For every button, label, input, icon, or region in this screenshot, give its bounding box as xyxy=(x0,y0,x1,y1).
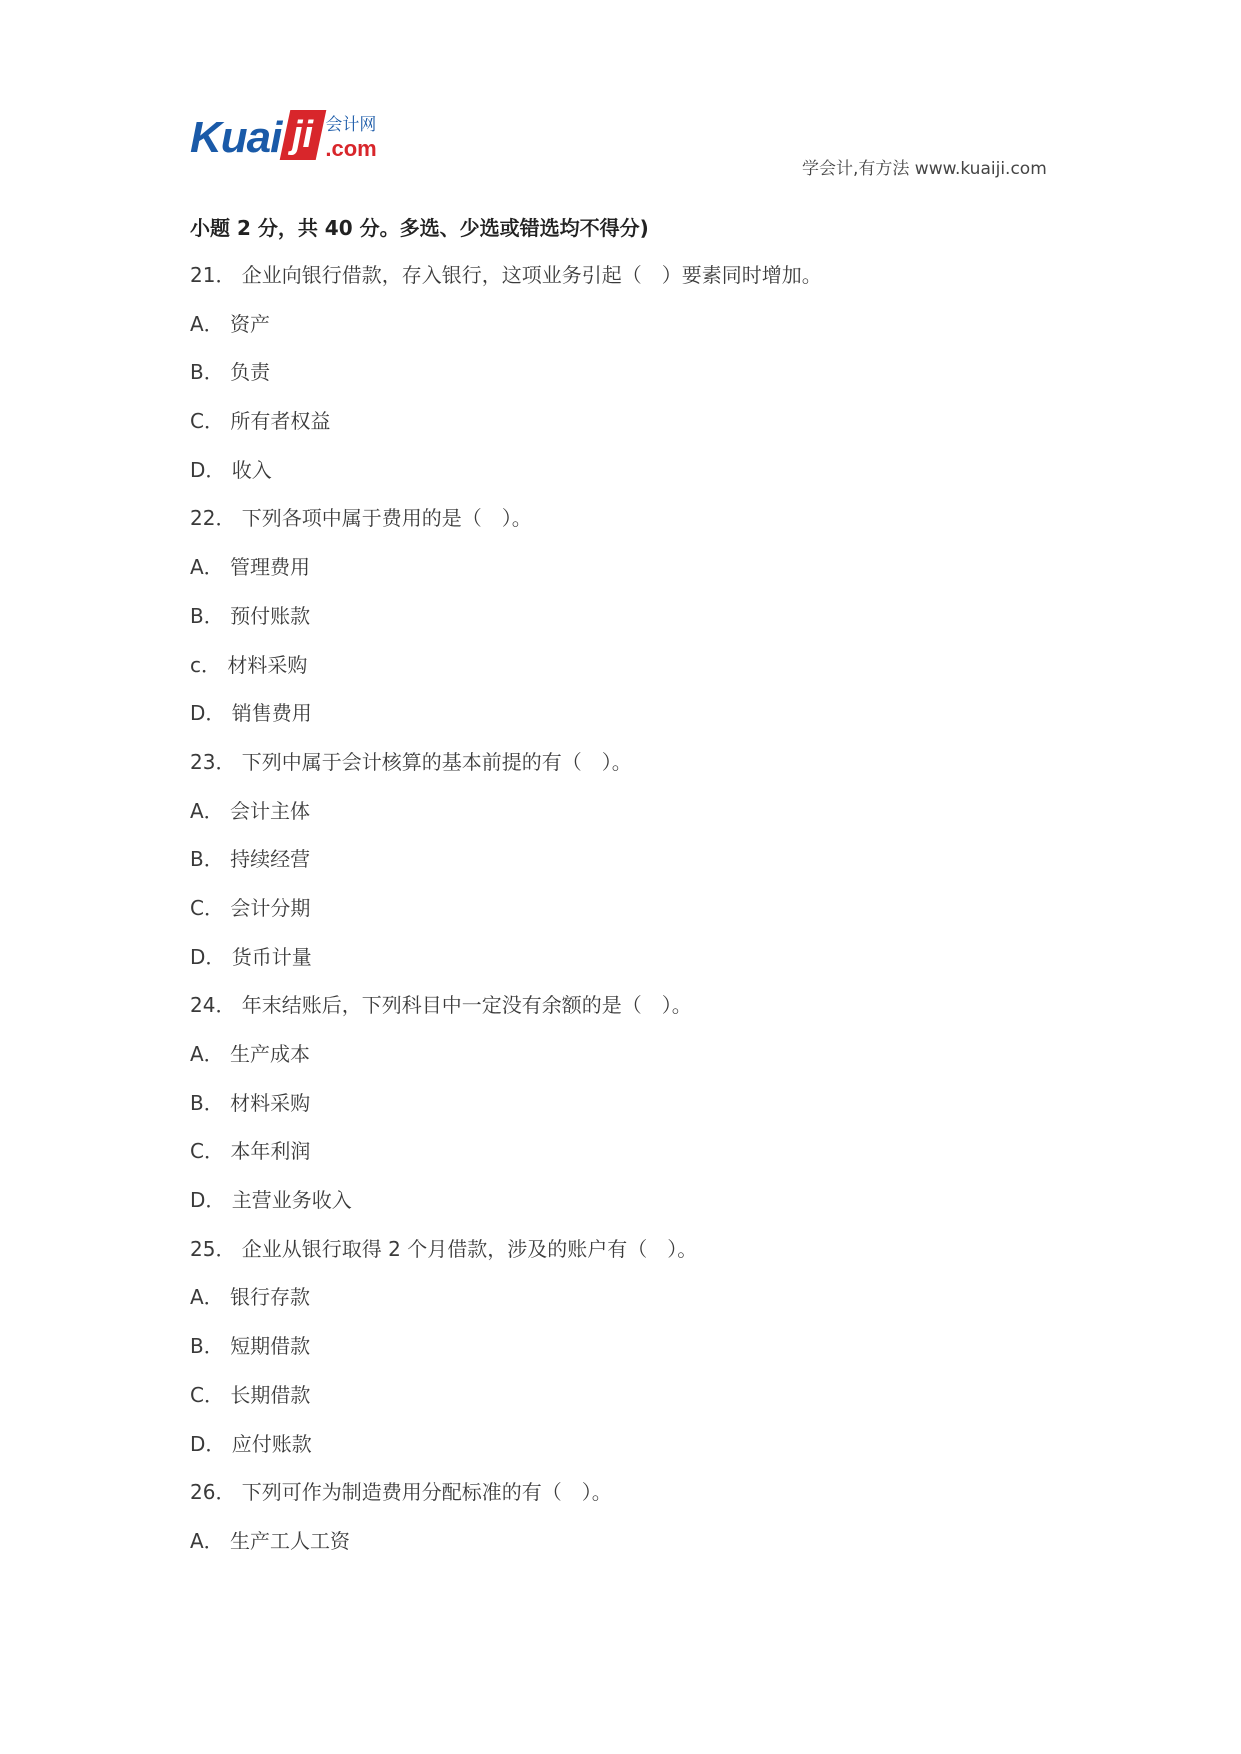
question-25-stem: 25． 企业从银行取得 2 个月借款，涉及的账户有（ ）。 xyxy=(190,1236,698,1261)
logo-brand-cn: 会计网 xyxy=(325,115,377,135)
question-list xyxy=(190,260,1090,1575)
option-line: A． 银行存款 xyxy=(190,1285,311,1310)
question-21-stem: 21． 企业向银行借款，存入银行，这项业务引起（ ）要素同时增加。 xyxy=(190,263,822,287)
logo-brand-mark xyxy=(280,110,327,160)
option-line: C． 会计分期 xyxy=(190,895,311,920)
logo-brand-latin: Kuai xyxy=(190,113,282,162)
question-22-stem: 22． 下列各项中属于费用的是（ ）。 xyxy=(190,506,532,531)
option-line: A． 生产工人工资 xyxy=(190,1528,351,1553)
header-tagline: 学会计,有方法 www.kuaiji.com xyxy=(802,159,1047,179)
logo-brand-domain: .com xyxy=(325,136,377,161)
logo-brand-mark-text: ji xyxy=(292,114,314,156)
option-line: B． 预付账款 xyxy=(190,603,311,628)
option-line: D． 收入 xyxy=(190,457,272,482)
option-line: c． 材料采购 xyxy=(190,652,308,677)
option-line: B． 负责 xyxy=(190,360,271,385)
option-line: B． 短期借款 xyxy=(190,1334,311,1359)
option-line: A． 生产成本 xyxy=(190,1042,311,1066)
option-line: A． 资产 xyxy=(190,311,271,336)
question-26-stem: 26． 下列可作为制造费用分配标准的有（ ）。 xyxy=(190,1480,612,1505)
option-line: A． 会计主体 xyxy=(190,798,311,823)
option-line: C． 长期借款 xyxy=(190,1382,311,1407)
kuaiji-logo xyxy=(190,110,377,160)
option-line: B． 持续经营 xyxy=(190,847,311,872)
option-line: D． 主营业务收入 xyxy=(190,1188,352,1213)
option-line: D． 销售费用 xyxy=(190,701,312,726)
option-line: C． 所有者权益 xyxy=(190,409,331,434)
option-line: C． 本年利润 xyxy=(190,1139,311,1164)
section-heading: 小题 2 分，共 40 分。多选、少选或错选均不得分) xyxy=(190,216,649,240)
option-line: B． 材料采购 xyxy=(190,1090,311,1115)
option-line: A． 管理费用 xyxy=(190,555,311,580)
option-line: D． 应付账款 xyxy=(190,1431,312,1456)
question-24-stem: 24． 年末结账后，下列科目中一定没有余额的是（ ）。 xyxy=(190,993,692,1018)
question-23-stem: 23． 下列中属于会计核算的基本前提的有（ ）。 xyxy=(190,749,632,774)
option-line: D． 货币计量 xyxy=(190,944,312,969)
logo-right-block xyxy=(325,117,376,160)
